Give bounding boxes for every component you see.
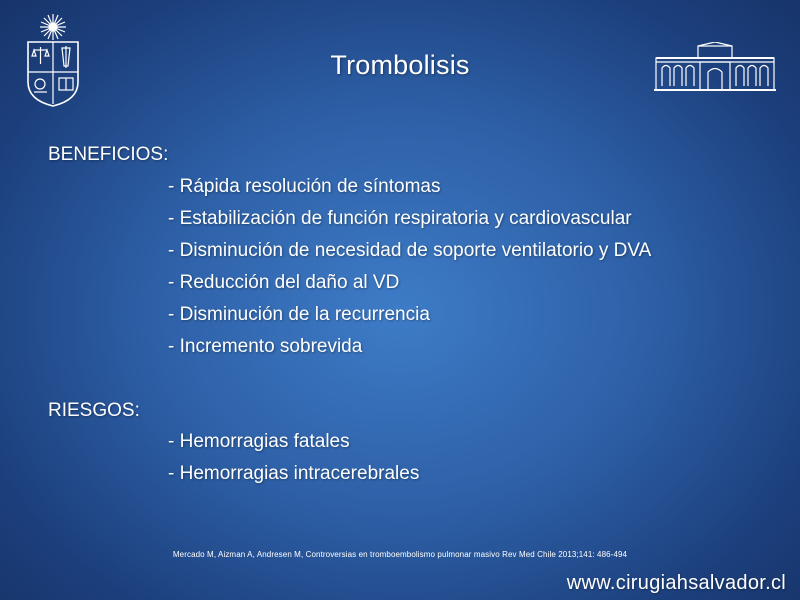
list-item: - Rápida resolución de síntomas bbox=[168, 176, 441, 197]
list-item: - Reducción del daño al VD bbox=[168, 272, 400, 293]
list-item: - Estabilización de función respiratoria y cardiovascular bbox=[168, 208, 632, 229]
risks-list bbox=[168, 429, 419, 493]
website-url: www.cirugiahsalvador.cl bbox=[566, 572, 786, 594]
benefits-heading: BENEFICIOS: bbox=[48, 144, 169, 165]
list-item: - Hemorragias fatales bbox=[168, 431, 350, 452]
list-item: - Disminución de la recurrencia bbox=[168, 304, 430, 325]
list-item: - Hemorragias intracerebrales bbox=[168, 463, 420, 484]
slide-title: Trombolisis bbox=[330, 50, 470, 80]
benefits-list bbox=[168, 174, 651, 366]
list-item: - Incremento sobrevida bbox=[168, 336, 363, 357]
list-item: - Disminución de necesidad de soporte ventilatorio y DVA bbox=[168, 240, 652, 261]
citation: Mercado M, Aizman A, Andresen M, Controversias en tromboembolismo pulmonar masivo Rev Med Chile 2013;141: 486-494 bbox=[172, 550, 628, 559]
risks-heading: RIESGOS: bbox=[48, 400, 140, 421]
